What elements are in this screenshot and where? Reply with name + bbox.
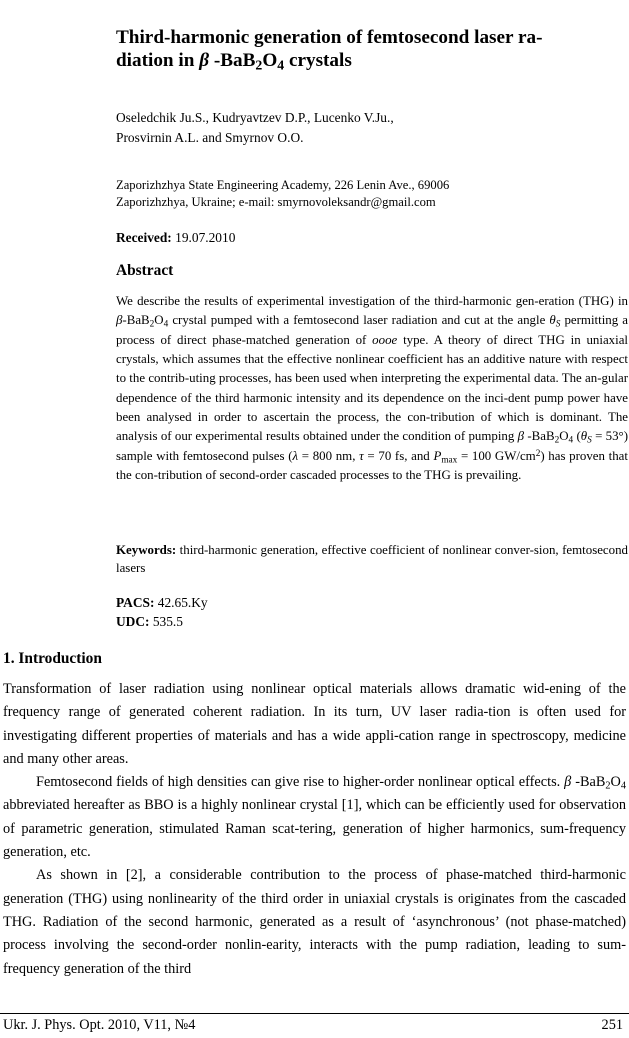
paper-title: Third-harmonic generation of femtosecond laser ra- diation in β $-BaB_2O_4$ crystals (116, 27, 543, 73)
page-number: 251 (601, 1017, 623, 1033)
affiliation (116, 177, 596, 211)
paragraph: Femtosecond fields of high densities can give rise to higher-order nonlinear optical effects. β $-BaB_2O_4$ abbreviated hereafter as BBO is a highly nonlinear crystal [1], which can be efficiently used for observation of parametric generation, stimulated Raman scat-tering, generation of higher harmonics, sum-frequency generation, etc. (3, 774, 626, 861)
section-heading-introduction: 1. Introduction (3, 650, 102, 667)
authors-line-2: Prosvirnin A.L. and Smyrnov O.O. (116, 130, 304, 145)
affiliation-line-1: Zaporizhzhya State Engineering Academy, 226 Lenin Ave., 69006 (116, 178, 450, 192)
classification-codes (116, 593, 208, 631)
received-date: Received: 19.07.2010 (116, 230, 236, 245)
udc-code: UDC: 535.5 (116, 614, 183, 629)
footer-divider (0, 1013, 629, 1014)
paragraph: Transformation of laser radiation using nonlinear optical materials allows dramatic wid-ening of the frequency range of generated coherent radiation. In its turn, UV laser radia-tion is often used for investigating different properties of materials and has a wide appli-cation range in spectroscopy, medicine and many other areas. (3, 681, 626, 767)
authors-line-1: Oseledchik Ju.S., Kudryavtzev D.P., Lucenko V.Ju., (116, 110, 394, 125)
introduction-body (3, 678, 626, 981)
abstract-heading: Abstract (116, 262, 174, 279)
pacs-code: PACS: 42.65.Ky (116, 595, 208, 610)
keywords: Keywords: third-harmonic generation, effective coefficient of nonlinear conver-sion, femtosecond lasers (116, 543, 628, 575)
affiliation-line-2: Zaporizhzhya, Ukraine; e-mail: smyrnovoleksandr@gmail.com (116, 195, 436, 209)
abstract-body: We describe the results of experimental investigation of the third-harmonic gen-eration (THG) in $\beta-BaB_2O_4$ crystal pumped with a femtosecond laser radiation and cut at the angle $\theta_S$ permitting a process of direct phase-matched generation of oooe type. A theory of direct THG in uniaxial crystals, which assumes that the effective nonlinear coefficient has an additive nature with respect to the contrib-uting processes, has been used when interpreting the experimental data. The an-gular dependence of the third harmonic intensity and its dependence on the inci-dent pump power have been analysed in order to ascertain the process, the con-tribution of which is dominant. The analysis of our experimental results obtained under the condition of pumping β $-BaB_2O_4$ $(\theta_S = 53^\circ)$ sample with femtosecond pulses (λ = 800 nm, τ = 70 fs, and $P_{max} = 100$ $GW/cm^2$) has proven that the con-tribution of second-order cascaded processes to the THG is prevailing. (116, 294, 629, 483)
author-list (116, 108, 586, 148)
paragraph: As shown in [2], a considerable contribution to the process of phase-matched third-harmonic generation (THG) using nonlinearity of the third order in uniaxial crystals is originates from the cascaded THG. Radiation of the second harmonic, generated as a result of ‘asynchronous’ (not phase-matched) process involving the second-order nonlin-earity, interacts with the pump radiation, leading to sum-frequency generation of the third (3, 867, 626, 977)
journal-citation: Ukr. J. Phys. Opt. 2010, V11, №4 (3, 1017, 196, 1033)
